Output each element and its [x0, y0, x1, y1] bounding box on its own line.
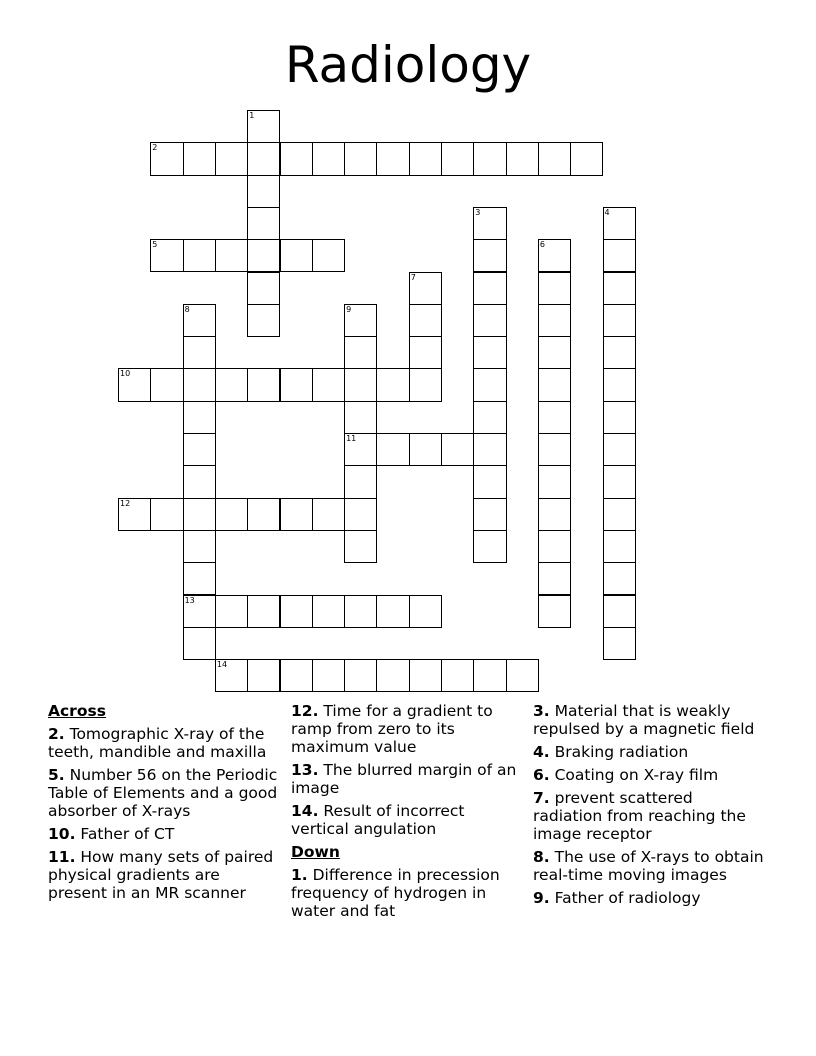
grid-cell[interactable] [183, 401, 216, 434]
clue-number: 1 [249, 111, 255, 120]
grid-cell[interactable] [280, 142, 313, 175]
grid-cell[interactable] [603, 239, 636, 272]
grid-cell[interactable] [312, 498, 345, 531]
grid-cell[interactable] [441, 659, 474, 692]
grid-cell[interactable] [150, 142, 183, 175]
grid-cell[interactable] [473, 336, 506, 369]
clue-item [48, 725, 280, 761]
clue-item [533, 743, 765, 761]
grid-cell[interactable] [183, 465, 216, 498]
puzzle-title: Radiology [284, 36, 532, 94]
clue-item-number: 5. [48, 766, 65, 784]
grid-cell[interactable] [215, 659, 248, 692]
grid-cell[interactable] [247, 142, 280, 175]
grid-cell[interactable] [376, 433, 409, 466]
clue-item-number: 12. [291, 702, 319, 720]
grid-cell[interactable] [344, 498, 377, 531]
grid-cell[interactable] [312, 142, 345, 175]
grid-cell[interactable] [603, 401, 636, 434]
grid-cell[interactable] [183, 239, 216, 272]
clue-item [533, 702, 765, 738]
grid-cell[interactable] [538, 368, 571, 401]
clue-item-text: Father of radiology [549, 889, 701, 907]
clue-number: 8 [184, 304, 190, 314]
grid-cell[interactable] [150, 239, 183, 272]
clue-item-text: The blurred margin of an image [291, 761, 517, 797]
grid-cell[interactable] [312, 595, 345, 628]
clue-item-number: 14. [291, 802, 319, 820]
grid-cell[interactable] [473, 207, 506, 240]
grid-cell[interactable] [247, 207, 280, 240]
grid-cell[interactable] [183, 336, 216, 369]
grid-cell[interactable] [344, 433, 377, 466]
grid-cell[interactable] [183, 498, 216, 531]
grid-cell[interactable] [215, 595, 248, 628]
grid-cell[interactable] [280, 368, 313, 401]
clue-item [533, 848, 765, 884]
clues-column-1 [48, 702, 280, 907]
clue-number: 7 [410, 272, 416, 282]
grid-cell[interactable] [603, 627, 636, 660]
clue-number: 9 [346, 304, 352, 314]
grid-cell[interactable] [215, 368, 248, 401]
grid-cell[interactable] [247, 368, 280, 401]
grid-cell[interactable] [473, 498, 506, 531]
clue-item [291, 802, 523, 838]
grid-cell[interactable] [473, 465, 506, 498]
grid-cell[interactable] [473, 659, 506, 692]
grid-cell[interactable] [473, 142, 506, 175]
grid-cell[interactable] [603, 465, 636, 498]
grid-cell[interactable] [538, 465, 571, 498]
clue-item-text: Father of CT [75, 825, 175, 843]
clue-item-text: Time for a gradient to ramp from zero to its maximum value [291, 702, 493, 756]
grid-cell[interactable] [344, 530, 377, 563]
clue-item [48, 848, 280, 902]
grid-cell[interactable] [409, 304, 442, 337]
grid-cell[interactable] [247, 659, 280, 692]
grid-cell[interactable] [376, 595, 409, 628]
grid-cell[interactable] [215, 498, 248, 531]
clue-item-text: Difference in precession frequency of hydrogen in water and fat [291, 866, 500, 920]
grid-cell[interactable] [506, 142, 539, 175]
clues-column-2 [291, 702, 523, 925]
grid-cell[interactable] [538, 595, 571, 628]
grid-cell[interactable] [344, 465, 377, 498]
clue-number: 11 [346, 434, 357, 443]
grid-cell[interactable] [409, 595, 442, 628]
grid-cell[interactable] [183, 595, 216, 628]
grid-cell[interactable] [247, 272, 280, 305]
grid-cell[interactable] [506, 659, 539, 692]
grid-cell[interactable] [538, 304, 571, 337]
clue-item [291, 702, 523, 756]
clue-number: 10 [120, 369, 131, 379]
clue-item-number: 3. [533, 702, 550, 720]
grid-cell[interactable] [118, 498, 151, 531]
clue-item-text: Result of incorrect vertical angulation [291, 802, 465, 838]
grid-cell[interactable] [538, 239, 571, 272]
grid-cell[interactable] [603, 272, 636, 305]
grid-cell[interactable] [376, 659, 409, 692]
clue-number: 3 [475, 207, 481, 217]
grid-cell[interactable] [344, 142, 377, 175]
grid-cell[interactable] [538, 142, 571, 175]
down-heading: Down [291, 843, 340, 861]
grid-cell[interactable] [409, 142, 442, 175]
grid-cell[interactable] [603, 304, 636, 337]
clue-item-text: The use of X-rays to obtain real-time moving images [533, 848, 764, 884]
grid-cell[interactable] [183, 433, 216, 466]
grid-cell[interactable] [409, 433, 442, 466]
grid-cell[interactable] [409, 368, 442, 401]
grid-cell[interactable] [603, 433, 636, 466]
clue-number: 6 [539, 240, 545, 250]
grid-cell[interactable] [247, 304, 280, 337]
grid-cell[interactable] [473, 272, 506, 305]
grid-cell[interactable] [280, 595, 313, 628]
grid-cell[interactable] [280, 239, 313, 272]
grid-cell[interactable] [538, 272, 571, 305]
grid-cell[interactable] [473, 401, 506, 434]
clue-item [533, 789, 765, 843]
grid-cell[interactable] [538, 498, 571, 531]
grid-cell[interactable] [538, 562, 571, 595]
grid-cell[interactable] [538, 336, 571, 369]
grid-cell[interactable] [312, 239, 345, 272]
clue-number: 2 [152, 143, 158, 153]
grid-cell[interactable] [538, 530, 571, 563]
clue-item [533, 766, 765, 784]
grid-cell[interactable] [247, 239, 280, 272]
grid-cell[interactable] [344, 336, 377, 369]
clue-item-number: 9. [533, 889, 550, 907]
clue-number: 14 [216, 660, 228, 670]
grid-cell[interactable] [376, 142, 409, 175]
clue-item [291, 761, 523, 797]
grid-cell[interactable] [247, 498, 280, 531]
clue-item-text: Braking radiation [549, 743, 689, 761]
clue-item-number: 13. [291, 761, 319, 779]
grid-cell[interactable] [118, 368, 151, 401]
grid-cell[interactable] [603, 207, 636, 240]
grid-cell[interactable] [473, 530, 506, 563]
clue-item-text: prevent scattered radiation from reaching the image receptor [533, 789, 746, 843]
clue-item [291, 866, 523, 920]
grid-cell[interactable] [280, 659, 313, 692]
clue-number: 4 [604, 207, 610, 217]
grid-cell[interactable] [603, 368, 636, 401]
clue-item-number: 1. [291, 866, 308, 884]
grid-cell[interactable] [183, 530, 216, 563]
grid-cell[interactable] [473, 368, 506, 401]
grid-cell[interactable] [344, 401, 377, 434]
grid-cell[interactable] [603, 498, 636, 531]
grid-cell[interactable] [280, 498, 313, 531]
grid-cell[interactable] [150, 498, 183, 531]
grid-cell[interactable] [570, 142, 603, 175]
grid-cell[interactable] [344, 368, 377, 401]
grid-cell[interactable] [538, 401, 571, 434]
grid-cell[interactable] [603, 595, 636, 628]
clue-item [533, 889, 765, 907]
grid-cell[interactable] [344, 304, 377, 337]
grid-cell[interactable] [603, 530, 636, 563]
clue-item-text: How many sets of paired physical gradients are present in an MR scanner [48, 848, 274, 902]
grid-cell[interactable] [247, 110, 280, 143]
clue-item-number: 11. [48, 848, 76, 866]
grid-cell[interactable] [473, 304, 506, 337]
clue-item [48, 766, 280, 820]
clue-number: 13 [184, 595, 195, 605]
grid-cell[interactable] [409, 336, 442, 369]
grid-cell[interactable] [441, 142, 474, 175]
clue-item-number: 7. [533, 789, 550, 807]
clue-item-number: 10. [48, 825, 76, 843]
grid-cell[interactable] [183, 627, 216, 660]
clue-item-text: Material that is weakly repulsed by a magnetic field [533, 702, 755, 738]
clue-number: 12 [120, 498, 131, 508]
grid-cell[interactable] [409, 659, 442, 692]
grid-cell[interactable] [409, 272, 442, 305]
grid-cell[interactable] [183, 142, 216, 175]
grid-cell[interactable] [603, 336, 636, 369]
grid-cell[interactable] [473, 239, 506, 272]
grid-cell[interactable] [344, 595, 377, 628]
clues-column-3 [533, 702, 765, 912]
grid-cell[interactable] [538, 433, 571, 466]
grid-cell[interactable] [183, 368, 216, 401]
grid-cell[interactable] [312, 659, 345, 692]
grid-cell[interactable] [150, 368, 183, 401]
clue-item-number: 6. [533, 766, 550, 784]
grid-cell[interactable] [247, 175, 280, 208]
clue-number: 5 [152, 240, 158, 250]
grid-cell[interactable] [441, 433, 474, 466]
grid-cell[interactable] [312, 368, 345, 401]
clue-item-text: Number 56 on the Periodic Table of Elements and a good absorber of X-rays [48, 766, 278, 820]
grid-cell[interactable] [215, 239, 248, 272]
across-heading: Across [48, 702, 106, 720]
clue-item-text: Coating on X-ray film [549, 766, 719, 784]
grid-cell[interactable] [247, 595, 280, 628]
grid-cell[interactable] [215, 142, 248, 175]
grid-cell[interactable] [183, 562, 216, 595]
grid-cell[interactable] [376, 368, 409, 401]
grid-cell[interactable] [473, 433, 506, 466]
clue-item-number: 2. [48, 725, 65, 743]
clue-item-text: Tomographic X-ray of the teeth, mandible and maxilla [48, 725, 267, 761]
grid-cell[interactable] [183, 304, 216, 337]
grid-cell[interactable] [603, 562, 636, 595]
clue-item [48, 825, 280, 843]
clue-item-number: 4. [533, 743, 550, 761]
clue-item-number: 8. [533, 848, 550, 866]
grid-cell[interactable] [344, 659, 377, 692]
